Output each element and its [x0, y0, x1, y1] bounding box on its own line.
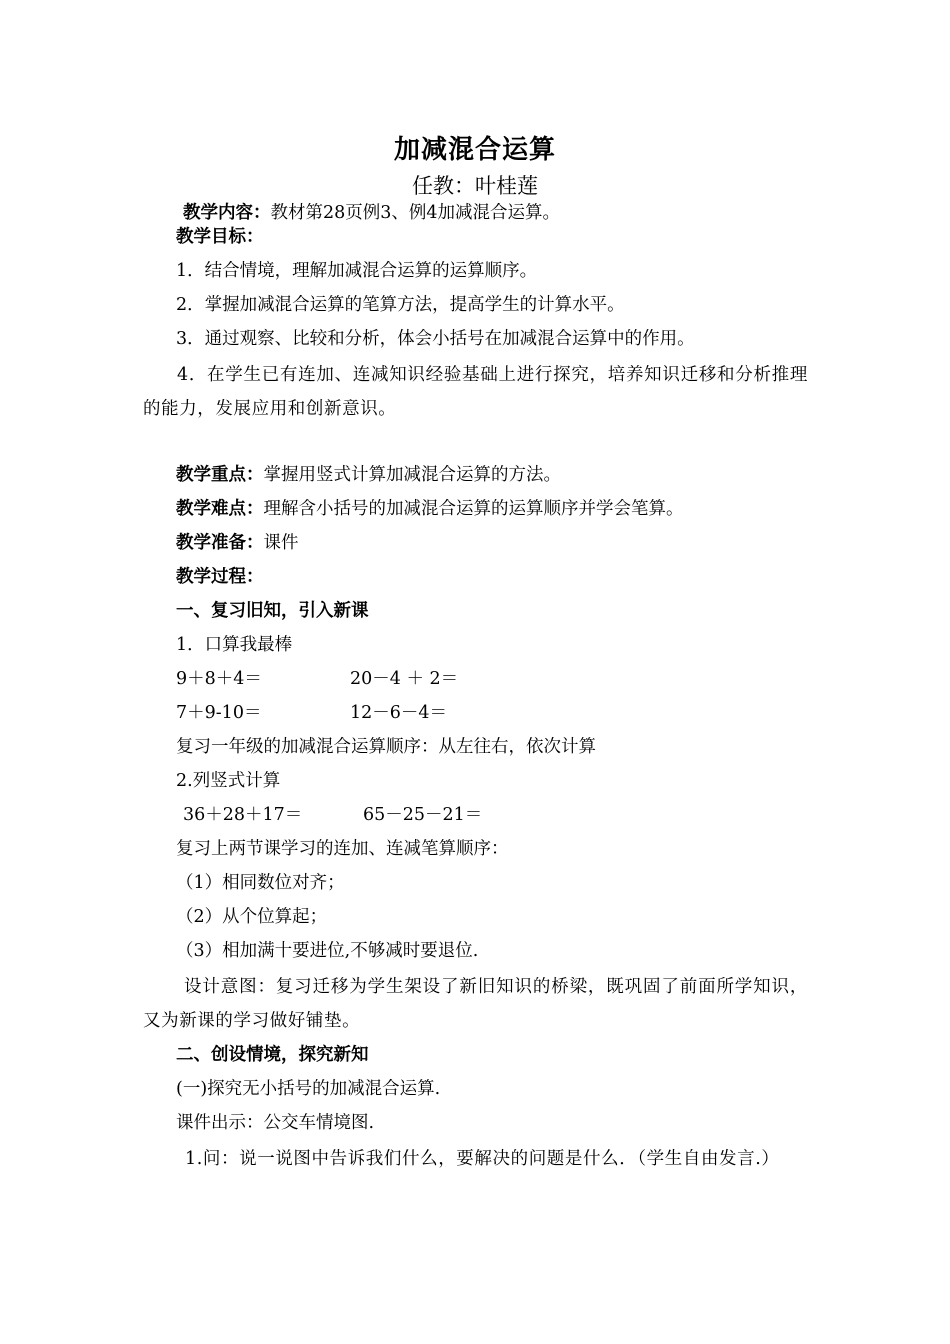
vertical-exercise: 65－25－21＝: [363, 805, 483, 825]
oral-exercise: 9＋8＋4＝: [176, 669, 262, 689]
goal-item: 3．通过观察、比较和分析，体会小括号在加减混合运算中的作用。: [176, 329, 695, 349]
oral-exercise: 7＋9-10＝: [176, 703, 262, 723]
document-title: 加减混合运算: [393, 135, 556, 165]
oral-exercise: 12－6－4＝: [350, 703, 448, 723]
section2-heading: 二、创设情境，探究新知: [176, 1045, 369, 1065]
vertical-heading: 2.列竖式计算: [176, 771, 281, 791]
step-item: （1）相同数位对齐；: [176, 873, 345, 893]
teaching-content: [183, 201, 560, 225]
teacher-line: 任教：叶桂莲: [412, 174, 538, 198]
preparation-label: 教学准备：: [176, 533, 264, 553]
oral-exercise: 20－4 ＋ 2＝: [350, 669, 459, 689]
difficulty-text: 理解含小括号的加减混合运算的运算顺序并学会笔算。: [263, 499, 684, 519]
goals-heading: 教学目标：: [176, 227, 264, 247]
key-point-label: 教学重点：: [176, 465, 264, 485]
difficulty: [176, 497, 684, 521]
review-method: 复习上两节课学习的连加、连减笔算顺序：: [176, 839, 509, 859]
key-point-text: 掌握用竖式计算加减混合运算的方法。: [263, 465, 561, 485]
oral-heading: 1．口算我最棒: [176, 635, 293, 655]
question-1: 1.问：说一说图中告诉我们什么，要解决的问题是什么．（学生自由发言.）: [185, 1149, 780, 1169]
review-order: 复习一年级的加减混合运算顺序：从左往右，依次计算: [176, 737, 596, 757]
key-point: [176, 463, 561, 487]
process-heading: 教学过程：: [176, 567, 264, 587]
vertical-exercise: 36＋28＋17＝: [183, 805, 303, 825]
difficulty-label: 教学难点：: [176, 499, 264, 519]
preparation-text: 课件: [263, 533, 299, 553]
explore-heading: (一)探究无小括号的加减混合运算.: [176, 1079, 441, 1099]
section1-heading: 一、复习旧知，引入新课: [176, 601, 369, 621]
step-item: （2）从个位算起；: [176, 907, 328, 927]
courseware-line: 课件出示：公交车情境图.: [176, 1113, 375, 1133]
goal-item: 1．结合情境，理解加减混合运算的运算顺序。: [176, 261, 538, 281]
goal-item-4: 4．在学生已有连加、连减知识经验基础上进行探究，培养知识迁移和分析推理的能力，发展应用和创新意识。: [143, 365, 808, 419]
teaching-content-text: 教材第28页例3、例4加减混合运算。: [270, 203, 561, 223]
design-intent: 设计意图：复习迁移为学生架设了新旧知识的桥梁，既巩固了前面所学知识，又为新课的学习做好铺垫。: [143, 977, 808, 1031]
goal-item: 2．掌握加减混合运算的笔算方法，提高学生的计算水平。: [176, 295, 625, 315]
step-item: （3）相加满十要进位,不够减时要退位.: [176, 941, 479, 961]
teaching-content-label: 教学内容：: [183, 203, 271, 223]
preparation: [176, 531, 299, 555]
